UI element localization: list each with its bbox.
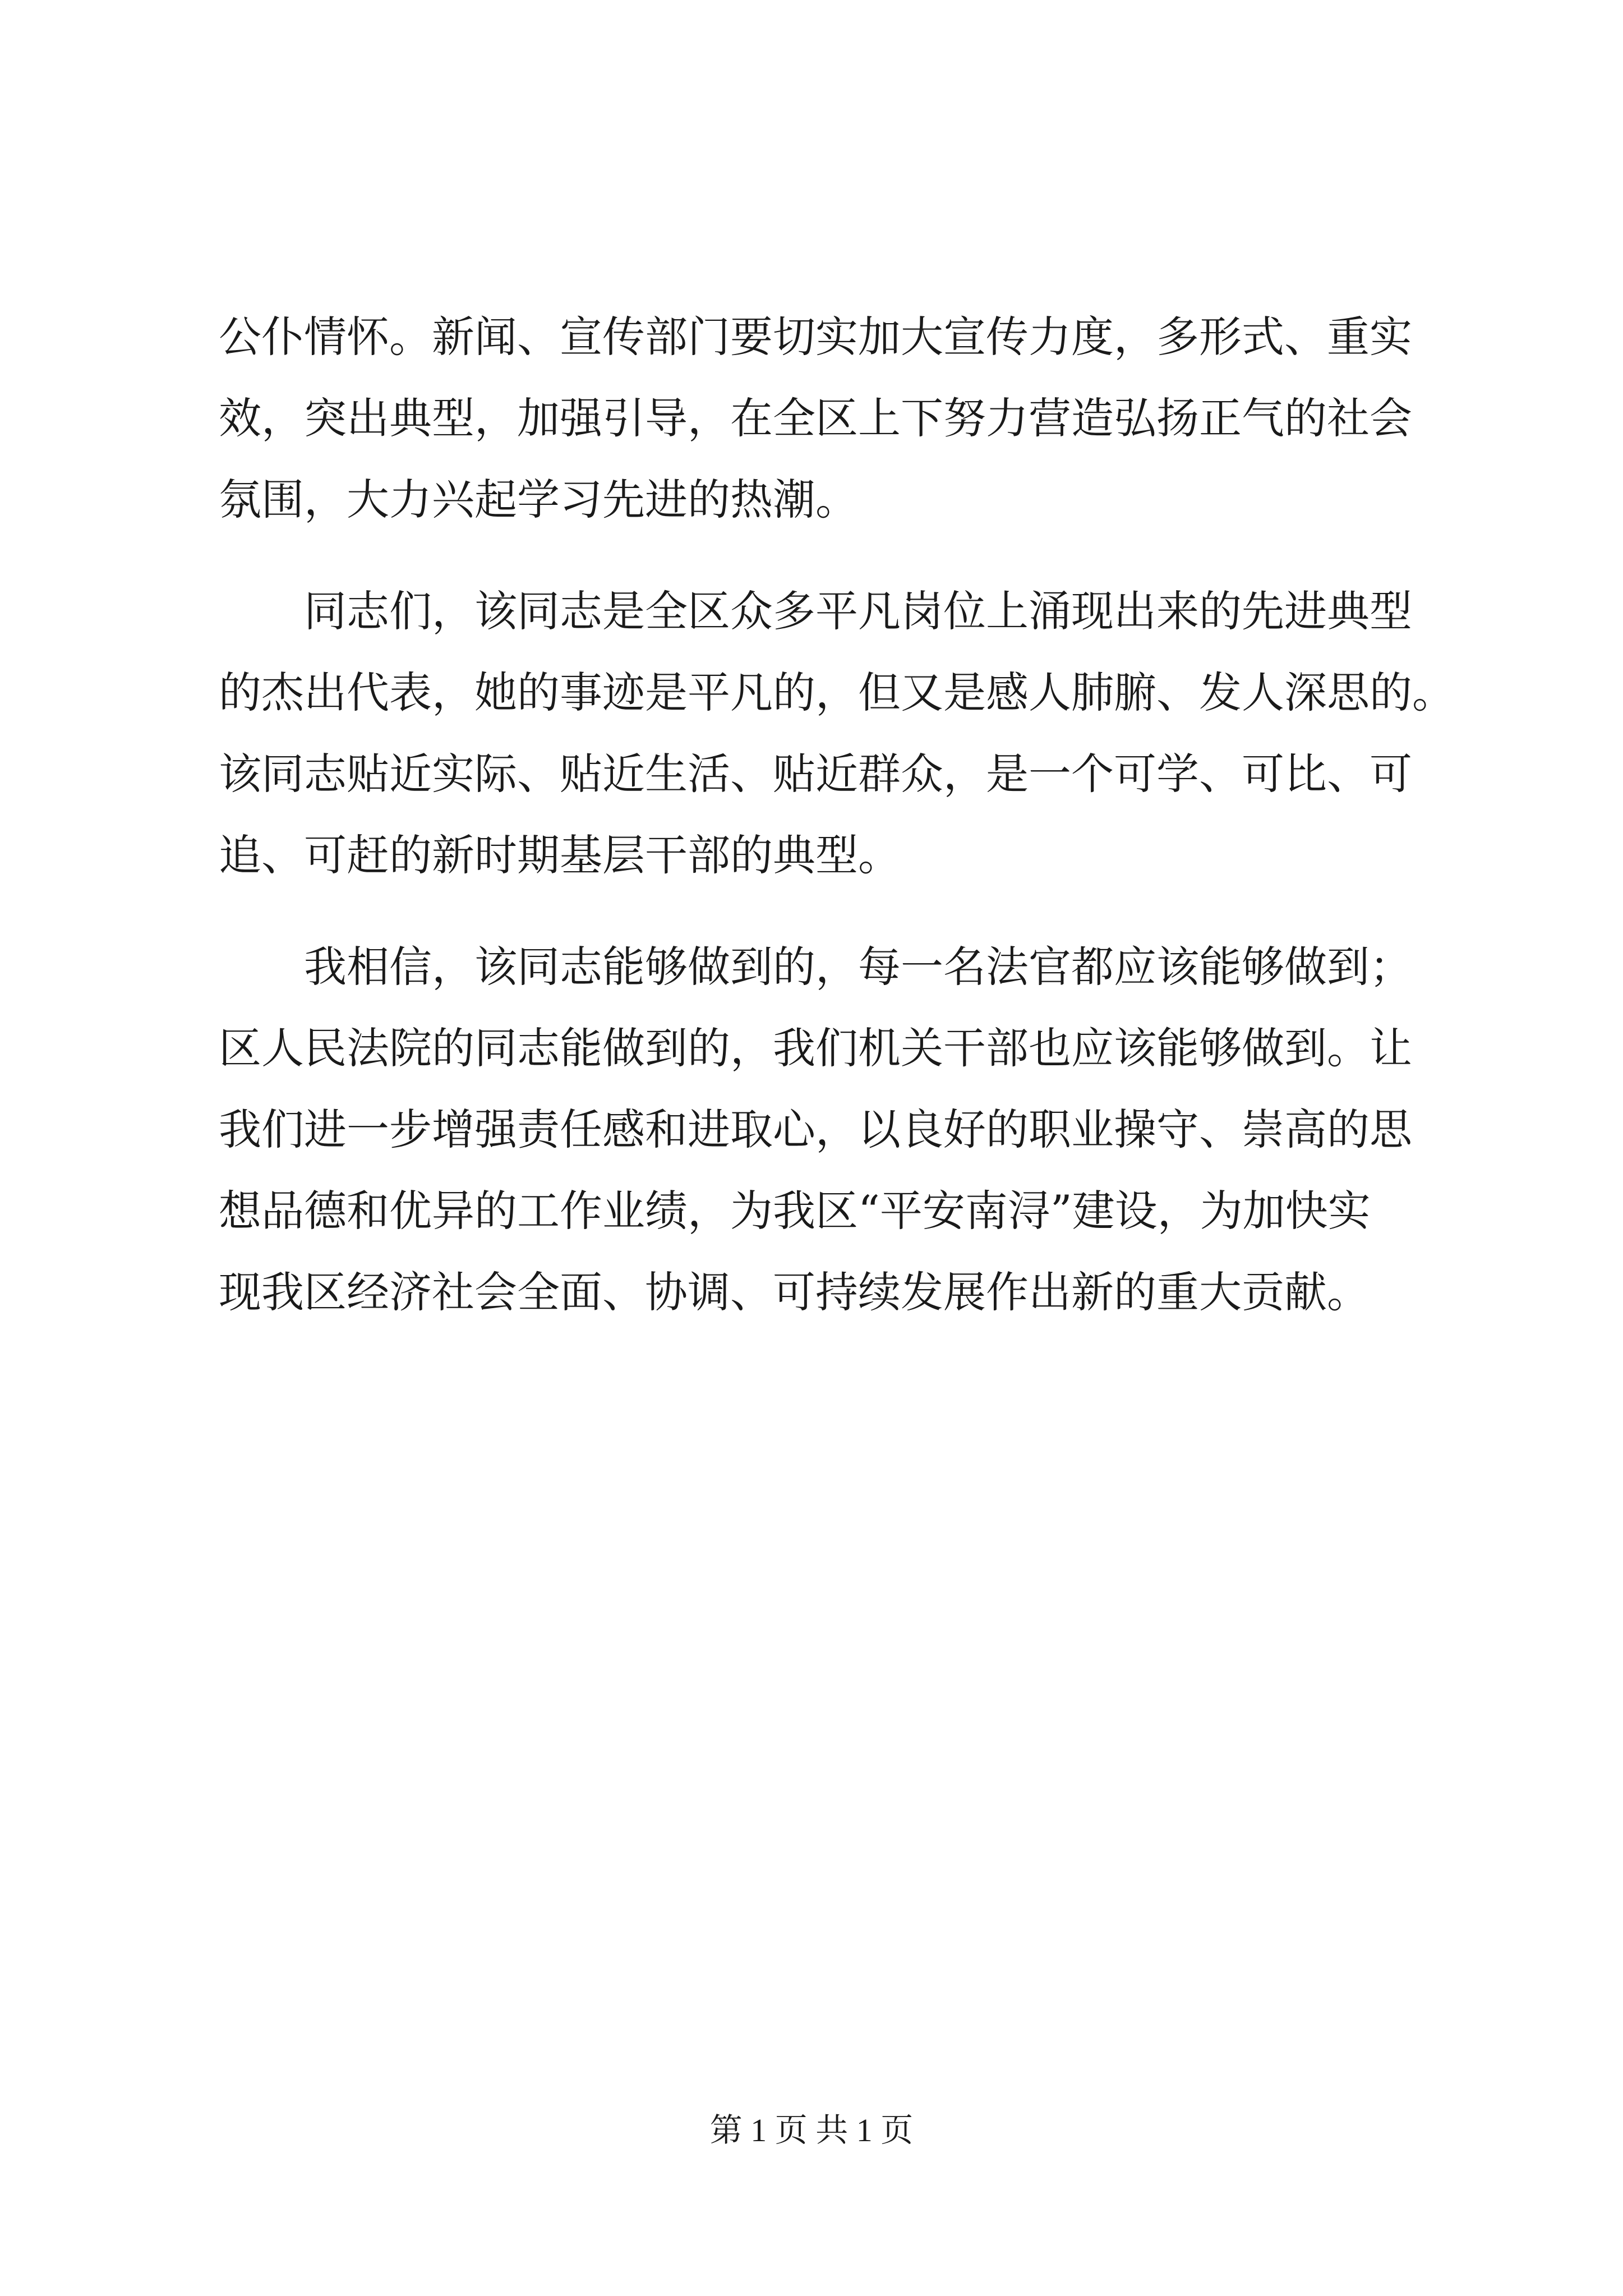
paragraph-line: 公仆情怀。新闻、宣传部门要切实加大宣传力度，多形式、重实 (219, 312, 1412, 362)
paragraph-2 (219, 570, 1455, 896)
paragraph-line: 效，突出典型，加强引导，在全区上下努力营造弘扬正气的社会 (219, 393, 1412, 443)
paragraph-line: 该同志贴近实际、贴近生活、贴近群众，是一个可学、可比、可 (219, 749, 1412, 799)
document-body (219, 296, 1455, 1333)
paragraph-line: 我们进一步增强责任感和进取心，以良好的职业操守、崇高的思 (219, 1105, 1412, 1154)
paragraph-line: 同志们，该同志是全区众多平凡岗位上涌现出来的先进典型 (304, 586, 1412, 636)
paragraph-spacer (219, 540, 1419, 570)
paragraph-line: 想品德和优异的工作业绩，为我区“平安南浔”建设，为加快实 (219, 1186, 1371, 1236)
paragraph-line: 我相信，该同志能够做到的，每一名法官都应该能够做到； (304, 942, 1412, 992)
paragraph-line: 区人民法院的同志能做到的，我们机关干部也应该能够做到。让 (219, 1023, 1412, 1073)
paragraph-line: 的杰出代表，她的事迹是平凡的，但又是感人肺腑、发人深思的。 (219, 668, 1455, 717)
paragraph-line: 氛围，大力兴起学习先进的热潮。 (219, 475, 858, 524)
page-number-footer: 第 1 页 共 1 页 (709, 2112, 914, 2148)
paragraph-3 (219, 926, 1419, 1333)
paragraph-line: 追、可赶的新时期基层干部的典型。 (219, 830, 901, 880)
paragraph-1 (219, 296, 1419, 540)
paragraph-spacer (219, 896, 1419, 926)
paragraph-line: 现我区经济社会全面、协调、可持续发展作出新的重大贡献。 (219, 1267, 1370, 1317)
